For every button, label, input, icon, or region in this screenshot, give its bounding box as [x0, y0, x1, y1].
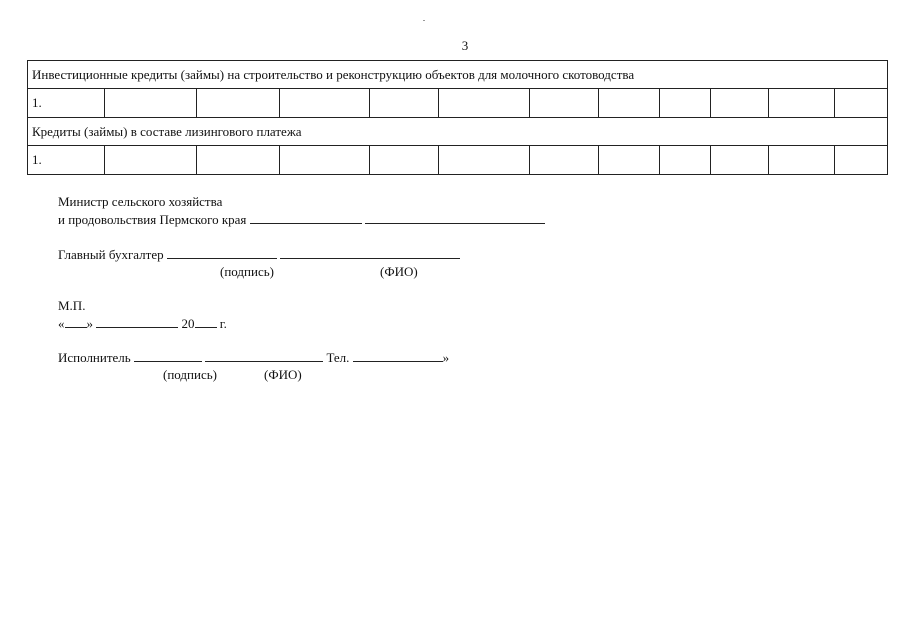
phone-label: Тел.: [326, 350, 350, 365]
table-row: [28, 89, 888, 118]
year-blank: [195, 315, 217, 328]
phone-blank: [353, 349, 443, 362]
empty-cell: [711, 89, 769, 118]
report-table: [27, 60, 888, 175]
date-line: [58, 315, 227, 332]
fio-blank: [205, 349, 323, 362]
signature-blank: [250, 211, 362, 224]
row-number-cell: 1.: [28, 89, 105, 118]
signature-blank: [167, 246, 277, 259]
executor-caption-fio: (ФИО): [264, 367, 302, 382]
executor-line: [58, 349, 449, 366]
scan-mark: [423, 20, 425, 21]
stamp-label: М.П.: [58, 298, 86, 313]
section-title-leasing-credits: Кредиты (займы) в составе лизингового платежа: [28, 118, 888, 146]
empty-cell: [835, 146, 888, 175]
empty-cell: [660, 146, 711, 175]
empty-cell: [835, 89, 888, 118]
date-close-quote: »: [86, 316, 93, 331]
table-section-row: [28, 61, 888, 89]
minister-signature-line: [58, 211, 545, 228]
caption-fio: (ФИО): [380, 264, 418, 279]
year-suffix: г.: [219, 316, 227, 331]
executor-caption-signature: (подпись): [163, 367, 217, 382]
empty-cell: [280, 146, 370, 175]
chief-accountant-label: Главный бухгалтер: [58, 247, 164, 262]
year-prefix: 20: [181, 316, 195, 331]
empty-cell: [769, 146, 835, 175]
day-blank: [65, 315, 87, 328]
empty-cell: [599, 89, 660, 118]
signature-blank: [134, 349, 202, 362]
chief-accountant-line: [58, 246, 460, 263]
row-number-cell: 1.: [28, 146, 105, 175]
caption-signature: (подпись): [220, 264, 274, 279]
empty-cell: [599, 146, 660, 175]
table-section-row: [28, 118, 888, 146]
empty-cell: [769, 89, 835, 118]
minister-title-line2: и продовольствия Пермского края: [58, 212, 247, 227]
fio-blank: [280, 246, 460, 259]
empty-cell: [530, 146, 599, 175]
empty-cell: [105, 89, 197, 118]
empty-cell: [711, 146, 769, 175]
empty-cell: [370, 146, 439, 175]
minister-title-line1: Министр сельского хозяйства: [58, 194, 223, 209]
empty-cell: [660, 89, 711, 118]
fio-blank: [365, 211, 545, 224]
empty-cell: [439, 89, 530, 118]
empty-cell: [197, 146, 280, 175]
executor-label: Исполнитель: [58, 350, 131, 365]
empty-cell: [280, 89, 370, 118]
table-row: [28, 146, 888, 175]
empty-cell: [530, 89, 599, 118]
empty-cell: [370, 89, 439, 118]
phone-close-quote: »: [442, 350, 450, 365]
empty-cell: [439, 146, 530, 175]
date-open-quote: «: [58, 316, 65, 331]
section-title-investment-credits: Инвестиционные кредиты (займы) на строительство и реконструкцию объектов для молочного скотоводства: [28, 61, 888, 89]
page-number: 3: [461, 38, 469, 53]
month-blank: [96, 315, 178, 328]
empty-cell: [197, 89, 280, 118]
empty-cell: [105, 146, 197, 175]
